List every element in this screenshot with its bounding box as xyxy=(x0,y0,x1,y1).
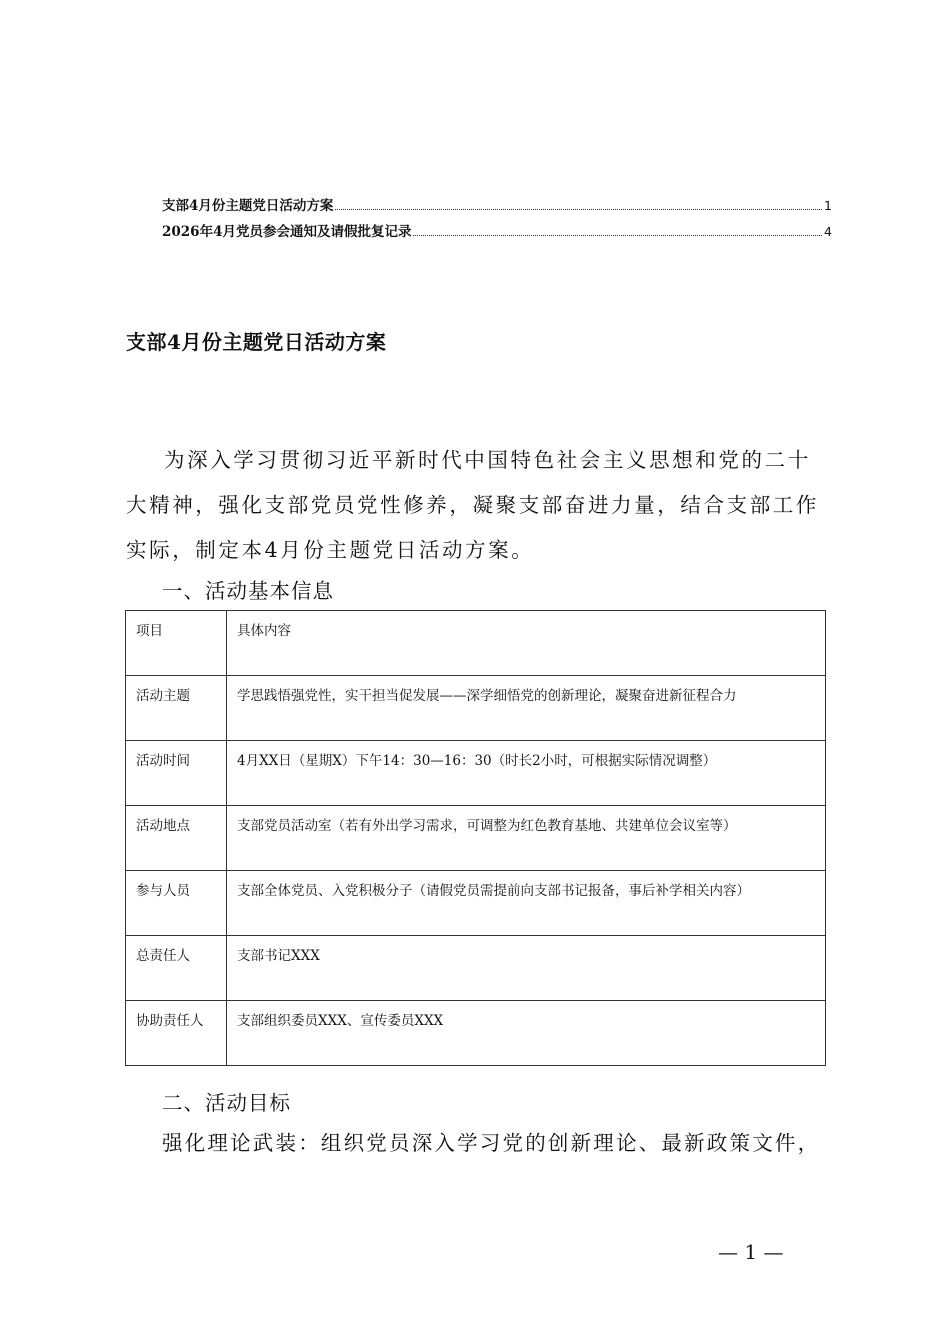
section-heading-basic-info: 一、活动基本信息 xyxy=(162,579,334,603)
table-cell-item: 项目 xyxy=(126,611,227,676)
table-cell-item: 参与人员 xyxy=(126,871,227,936)
table-cell-content: 支部书记XXX xyxy=(227,936,826,1001)
table-cell-item: 总责任人 xyxy=(126,936,227,1001)
table-of-contents xyxy=(162,194,832,246)
goal-paragraph: 强化理论武装：组织党员深入学习党的创新理论、最新政策文件， xyxy=(162,1131,821,1155)
table-row xyxy=(126,676,826,741)
table-row xyxy=(126,936,826,1001)
toc-entry-page: 4 xyxy=(824,224,832,239)
table-cell-item: 活动地点 xyxy=(126,806,227,871)
table-cell-item: 协助责任人 xyxy=(126,1001,227,1066)
toc-leader-dots xyxy=(335,209,822,210)
table-row xyxy=(126,611,826,676)
table-cell-content: 支部全体党员、入党积极分子（请假党员需提前向支部书记报备，事后补学相关内容） xyxy=(227,871,826,936)
toc-entry-title: 2026年4月党员参会通知及请假批复记录 xyxy=(162,224,412,240)
table-cell-item: 活动主题 xyxy=(126,676,227,741)
table-row xyxy=(126,871,826,936)
toc-leader-dots xyxy=(413,235,822,236)
page-number: — 1 — xyxy=(718,1240,784,1264)
table-cell-content: 支部党员活动室（若有外出学习需求，可调整为红色教育基地、共建单位会议室等） xyxy=(227,806,826,871)
activity-info-table xyxy=(125,610,826,1066)
toc-entry[interactable] xyxy=(162,194,832,220)
document-title: 支部4月份主题党日活动方案 xyxy=(126,330,387,354)
table-row xyxy=(126,741,826,806)
table-cell-content: 具体内容 xyxy=(227,611,826,676)
toc-entry[interactable] xyxy=(162,220,832,246)
section-heading-goals: 二、活动目标 xyxy=(162,1091,291,1115)
table-row xyxy=(126,1001,826,1066)
toc-entry-page: 1 xyxy=(824,198,832,213)
table-cell-content: 学思践悟强党性，实干担当促发展——深学细悟党的创新理论，凝聚奋进新征程合力 xyxy=(227,676,826,741)
table-cell-content: 支部组织委员XXX、宣传委员XXX xyxy=(227,1001,826,1066)
intro-paragraph: 为深入学习贯彻习近平新时代中国特色社会主义思想和党的二十大精神，强化支部党员党性修养，凝聚支部奋进力量，结合支部工作实际，制定本4月份主题党日活动方案。 xyxy=(126,448,819,562)
table-cell-item: 活动时间 xyxy=(126,741,227,806)
toc-entry-title: 支部4月份主题党日活动方案 xyxy=(162,198,334,214)
table-cell-content: 4月XX日（星期X）下午14：30—16：30（时长2小时，可根据实际情况调整） xyxy=(227,741,826,806)
table-row xyxy=(126,806,826,871)
